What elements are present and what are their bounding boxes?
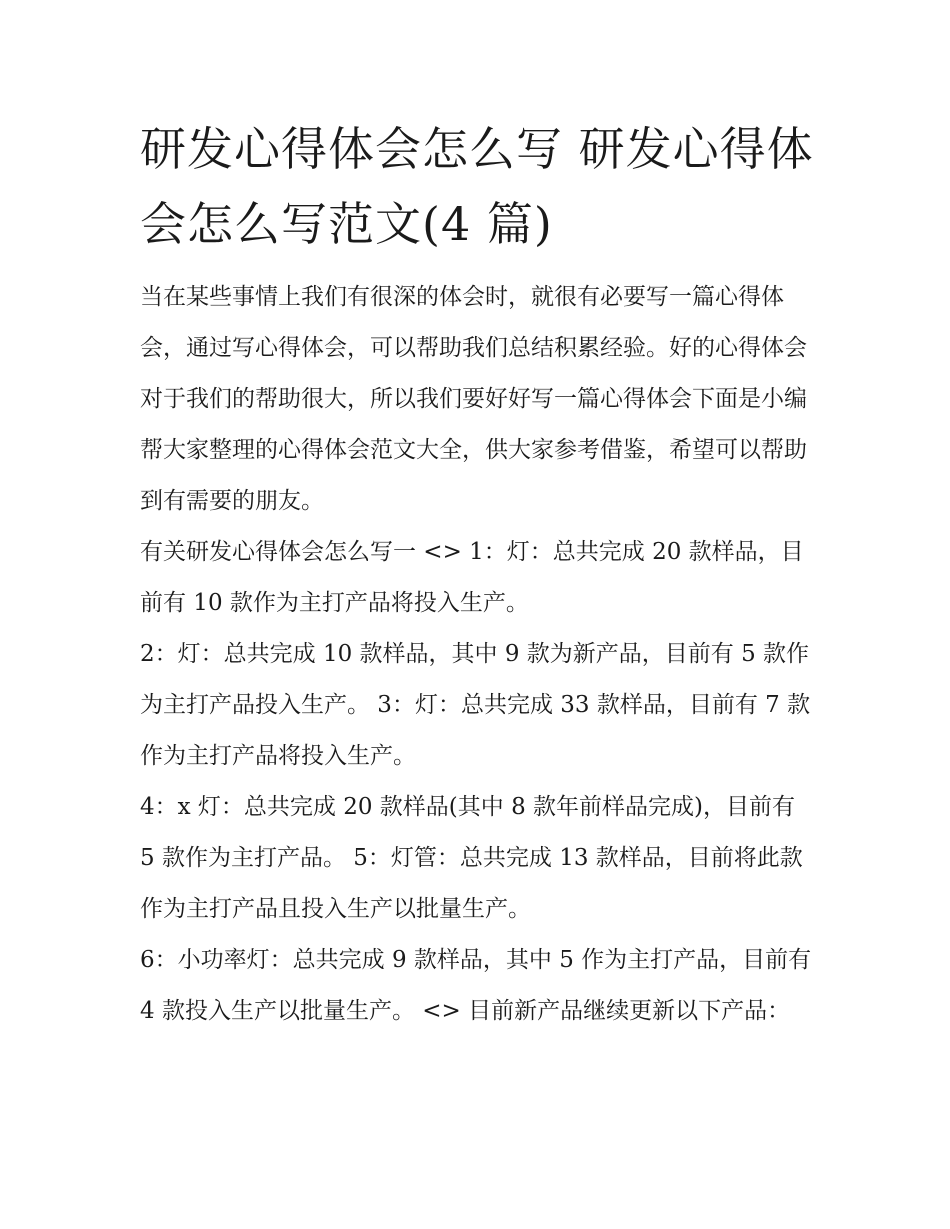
paragraph-item-6: 6：小功率灯：总共完成 9 款样品，其中 5 作为主打产品，目前有 4 款投入生产以批量生产。 <> 目前新产品继续更新以下产品：	[140, 947, 812, 1024]
document-page	[140, 112, 815, 1037]
document-title: 研发心得体会怎么写 研发心得体会怎么写范文(4 篇)	[140, 122, 814, 251]
intro-paragraph: 当在某些事情上我们有很深的体会时，就很有必要写一篇心得体会，通过写心得体会，可以帮助我们总结积累经验。好的心得体会对于我们的帮助很大，所以我们要好好写一篇心得体会下面是小编帮大家整理的心得体会范文大全，供大家参考借鉴，希望可以帮助到有需要的朋友。	[140, 284, 807, 514]
paragraph-item-2-3: 2：灯：总共完成 10 款样品，其中 9 款为新产品，目前有 5 款作为主打产品投入生产。 3：灯：总共完成 33 款样品，目前有 7 款作为主打产品将投入生产。	[140, 641, 811, 769]
paragraph-item-4-5: 4：x 灯：总共完成 20 款样品(其中 8 款年前样品完成)，目前有 5 款作为主打产品。 5：灯管：总共完成 13 款样品，目前将此款作为主打产品且投入生产以批量生产。	[140, 794, 803, 922]
paragraph-item-1: 有关研发心得体会怎么写一 <> 1：灯：总共完成 20 款样品，目前有 10 款作为主打产品将投入生产。	[140, 539, 804, 616]
